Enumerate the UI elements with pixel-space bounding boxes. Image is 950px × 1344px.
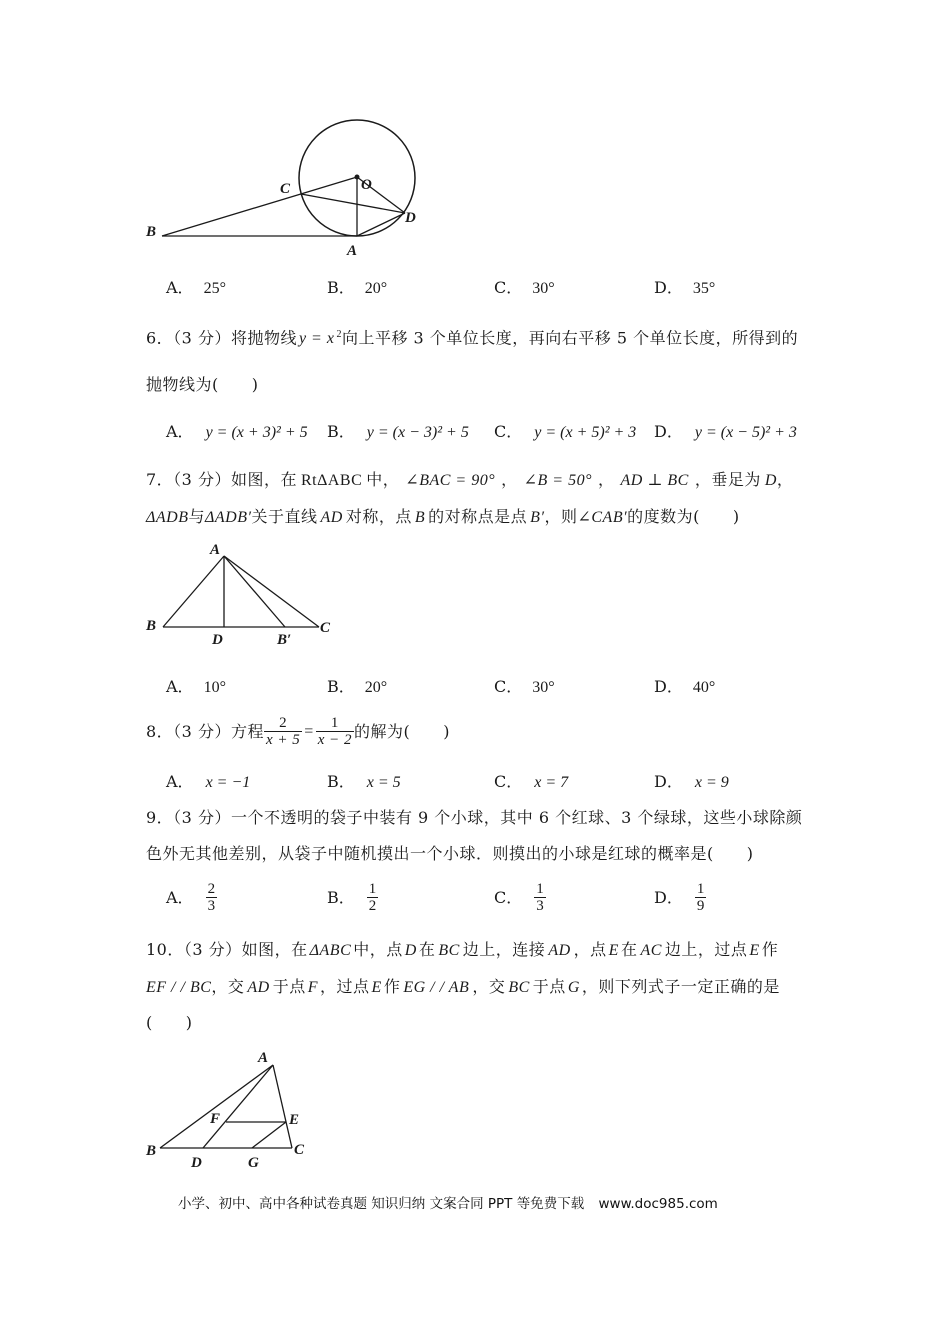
q5-option-a[interactable]: A． 25°	[166, 278, 226, 297]
q7-option-b[interactable]: B． 20°	[327, 677, 388, 696]
q10-line-ac	[273, 1065, 292, 1148]
q10-label-d: D	[191, 1155, 202, 1171]
q8-fraction-right: $\frac{1}{x - 2}$	[317, 715, 353, 748]
page-footer	[178, 1192, 718, 1212]
q6-stem-line2: 抛物线为( )	[146, 375, 259, 394]
q8-fraction-left: $\frac{2}{x + 5}$	[265, 715, 301, 748]
q5-line-ad	[357, 213, 405, 236]
q7-stem-line2: ΔADB与ΔADB′关于直线 AD 对称，点 B 的对称点是点 B′，则∠CAB′的度数为( )	[146, 507, 740, 526]
q7-option-a[interactable]: A． 10°	[166, 677, 226, 696]
q9-stem-line2: 色外无其他差别，从袋子中随机摸出一个小球．则摸出的小球是红球的概率是( )	[146, 844, 754, 863]
q8-option-d[interactable]: D． x = 9	[654, 772, 729, 791]
q10-line-eg	[252, 1122, 286, 1148]
q10-line-ad	[203, 1065, 273, 1148]
q5-label-c: C	[280, 181, 291, 197]
q10-label-b: B	[146, 1143, 157, 1159]
q9-option-c[interactable]: C． $\frac{1}{3}$	[494, 881, 544, 914]
q10-stem-line1: 10．（3 分）如图，在 ΔABC 中，点 D 在 BC 边上，连接 AD ，点 E 在 AC 边上，过点 E 作	[146, 940, 779, 959]
q10-label-e: E	[289, 1112, 300, 1128]
footer-url[interactable]: www.doc985.com	[598, 1196, 718, 1212]
q5-label-d: D	[405, 210, 416, 226]
q8-option-c[interactable]: C． x = 7	[494, 772, 569, 791]
q5-label-b: B	[146, 224, 157, 240]
q7-stem-line1: 7．（3 分）如图，在 RtΔABC 中， ∠BAC = 90° ， ∠B = 50° ， AD ⊥ BC ，垂足为 D，	[146, 470, 794, 489]
q7-line-ab	[163, 556, 224, 627]
q9-option-a[interactable]: A． $\frac{2}{3}$	[166, 881, 216, 914]
q7-option-d[interactable]: D． 40°	[654, 677, 716, 696]
q7-label-bp: B′	[277, 632, 292, 648]
q9-option-b[interactable]: B． $\frac{1}{2}$	[327, 881, 377, 914]
q5-figure	[140, 110, 440, 260]
q9-stem-line1: 9．（3 分）一个不透明的袋子中装有 9 个小球，其中 6 个红球、3 个绿球，这些小球除颜	[146, 808, 803, 827]
q5-label-o: O	[361, 177, 372, 193]
q8-option-b[interactable]: B． x = 5	[327, 772, 401, 791]
q8-stem: 8．（3 分）方程 $\frac{2}{x + 5}$ = $\frac{1}{x - 2}$ 的解为( )	[146, 715, 451, 748]
q8-option-a[interactable]: A． x = −1	[166, 772, 251, 791]
q7-line-ac	[224, 556, 319, 627]
q7-label-d: D	[212, 632, 223, 648]
q7-line-abp	[224, 556, 285, 627]
q5-option-b[interactable]: B． 20°	[327, 278, 388, 297]
q10-line-ab	[160, 1065, 273, 1148]
q5-option-c[interactable]: C． 30°	[494, 278, 555, 297]
q5-option-d[interactable]: D． 35°	[654, 278, 716, 297]
q5-label-a: A	[347, 243, 358, 259]
q5-line-cd	[301, 194, 405, 213]
q10-figure	[140, 1040, 340, 1175]
q10-label-f: F	[210, 1111, 221, 1127]
q6-option-a[interactable]: A． y = (x + 3)² + 5	[166, 422, 308, 441]
q7-label-a: A	[210, 542, 221, 558]
q10-label-c: C	[294, 1142, 305, 1158]
q10-label-a: A	[258, 1050, 269, 1066]
q6-stem-line1: 6．（3 分）将抛物线 y = x $^2$向上平移 3 个单位长度，再向右平移 5 个单位长度，所得到的	[146, 328, 799, 348]
q7-label-b: B	[146, 618, 157, 634]
q10-label-g: G	[248, 1155, 259, 1171]
q7-label-c: C	[320, 620, 331, 636]
q5-center-dot	[355, 175, 360, 180]
footer-text: 小学、初中、高中各种试卷真题 知识归纳 文案合同 PPT 等免费下载	[178, 1196, 585, 1212]
q10-stem-line3: ( )	[146, 1013, 193, 1032]
q6-option-c[interactable]: C． y = (x + 5)² + 3	[494, 422, 637, 441]
q6-option-b[interactable]: B． y = (x − 3)² + 5	[327, 422, 469, 441]
q7-figure	[140, 538, 350, 653]
q6-option-d[interactable]: D． y = (x − 5)² + 3	[654, 422, 797, 441]
q10-stem-line2: EF / / BC，交 AD 于点 F ，过点 E 作 EG / / AB ，交 BC 于点 G ，则下列式子一定正确的是	[146, 977, 780, 996]
q5-line-bo	[162, 177, 357, 236]
q9-option-d[interactable]: D． $\frac{1}{9}$	[654, 881, 705, 914]
q7-option-c[interactable]: C． 30°	[494, 677, 555, 696]
